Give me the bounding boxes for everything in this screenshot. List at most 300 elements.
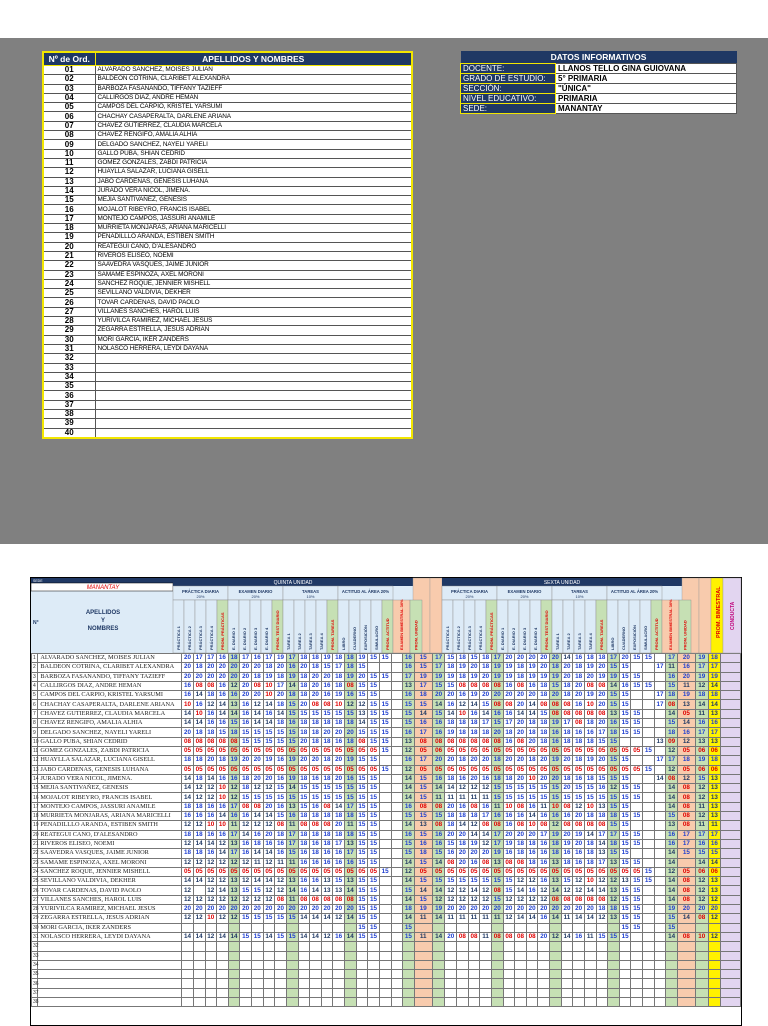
grade-cell: 12 <box>240 821 252 830</box>
grade-cell: 15 <box>695 849 708 858</box>
grade-cell: 12 <box>182 839 194 848</box>
grade-cell <box>345 979 357 988</box>
roster-row <box>43 84 412 93</box>
grade-cell: 14 <box>457 821 469 830</box>
grade-cell: 15 <box>631 905 643 914</box>
grade-cell: 20 <box>205 756 217 765</box>
grade-cell <box>503 923 515 932</box>
conduct-cell <box>721 700 741 709</box>
grade-cell <box>631 849 643 858</box>
grade-cell <box>491 988 503 997</box>
conduct-cell <box>721 793 741 802</box>
grade-cell: 11 <box>480 914 492 923</box>
grade-cell: 16 <box>263 709 275 718</box>
grade-cell: 08 <box>445 737 457 746</box>
roster-student-name <box>95 382 412 391</box>
grade-cell: 16 <box>503 849 515 858</box>
register-row-number: 28 <box>33 906 39 913</box>
grade-cell: 14 <box>345 914 357 923</box>
grade-cell: 15 <box>414 830 432 839</box>
grade-cell <box>445 942 457 951</box>
register-student-name <box>38 951 182 960</box>
roster-student-name: PENADILLLO ARANDA, ESTIBEN SMITH <box>95 233 412 242</box>
grade-cell <box>643 663 655 672</box>
grade-cell: 08 <box>310 821 322 830</box>
grade-cell: 20 <box>217 672 229 681</box>
grade-cell: 14 <box>666 886 678 895</box>
grade-cell: 14 <box>414 709 432 718</box>
grade-cell: 13 <box>550 877 562 886</box>
grade-cell: 19 <box>695 654 708 663</box>
grade-cell: 16 <box>228 691 240 700</box>
grade-cell: 08 <box>491 821 503 830</box>
register-row-number: 24 <box>33 868 39 875</box>
roster-number: 34 <box>43 372 95 381</box>
grade-cell <box>391 997 403 1006</box>
grade-cell: 05 <box>414 746 432 755</box>
grade-cell: 15 <box>573 784 585 793</box>
grade-cell: 15 <box>631 709 643 718</box>
grade-cell: 08 <box>677 802 695 811</box>
grade-cell: 14 <box>252 709 264 718</box>
grade-cell: 19 <box>695 756 708 765</box>
grade-cell: 20 <box>561 784 573 793</box>
grade-cell <box>596 997 608 1006</box>
grade-cell: 08 <box>345 895 357 904</box>
grade-cell: 08 <box>561 709 573 718</box>
grade-cell: 18 <box>468 719 480 728</box>
grade-cell: 15 <box>286 700 298 709</box>
grade-cell: 16 <box>205 830 217 839</box>
register-student-name: MOJALOT RIBEYRO, FRANCIS ISABEL <box>38 793 182 802</box>
col-header: TAREA 1 <box>555 633 561 650</box>
grade-cell: 18 <box>193 774 205 783</box>
grade-cell: 12 <box>503 895 515 904</box>
grade-cell: 15 <box>631 681 643 690</box>
conduct-cell <box>721 654 741 663</box>
grade-cell <box>379 877 391 886</box>
grade-cell: 05 <box>561 746 573 755</box>
grade-cell: 05 <box>596 867 608 876</box>
grade-cell: 14 <box>526 709 538 718</box>
grade-cell: 14 <box>263 700 275 709</box>
grade-cell <box>391 951 403 960</box>
grade-cell: 16 <box>573 774 585 783</box>
grade-cell: 15 <box>608 737 620 746</box>
grade-cell: 15 <box>666 914 678 923</box>
grade-cell <box>526 951 538 960</box>
grade-cell <box>286 960 298 969</box>
grade-cell: 20 <box>515 700 527 709</box>
grade-cell: 11 <box>584 932 596 941</box>
grade-cell: 16 <box>608 719 620 728</box>
grade-cell: 18 <box>445 719 457 728</box>
conduct-cell <box>721 914 741 923</box>
grade-cell <box>432 979 445 988</box>
grade-cell: 15 <box>414 784 432 793</box>
grade-cell <box>643 997 655 1006</box>
grade-cell <box>379 914 391 923</box>
info-value: MANANTAY <box>556 104 737 114</box>
grade-cell: 15 <box>298 793 310 802</box>
register-student-name: SEVILLANO VALDIVIA, DEKHER <box>38 877 182 886</box>
grade-cell: 08 <box>550 709 562 718</box>
grade-cell: 15 <box>368 905 380 914</box>
grade-cell <box>217 951 229 960</box>
grade-cell: 05 <box>468 746 480 755</box>
col-header: PRÁCTICA 1 <box>445 626 451 650</box>
grade-cell <box>457 970 469 979</box>
grade-cell <box>333 951 345 960</box>
register-row <box>32 849 741 858</box>
grade-cell: 17 <box>695 663 708 672</box>
grade-cell: 12 <box>275 877 287 886</box>
grade-cell: 16 <box>275 849 287 858</box>
grade-cell: 16 <box>526 802 538 811</box>
grade-cell: 05 <box>526 765 538 774</box>
grade-cell: 20 <box>677 905 695 914</box>
grade-cell <box>391 793 403 802</box>
grade-cell: 12 <box>480 886 492 895</box>
grade-cell: 18 <box>298 681 310 690</box>
grade-cell: 17 <box>193 654 205 663</box>
grade-cell: 19 <box>584 756 596 765</box>
grade-cell <box>240 988 252 997</box>
grade-cell <box>515 923 527 932</box>
roster-row <box>43 428 412 438</box>
grade-cell <box>379 979 391 988</box>
grade-cell: 20 <box>252 905 264 914</box>
roster-row <box>43 344 412 353</box>
grade-cell: 13 <box>596 849 608 858</box>
grade-cell: 05 <box>205 765 217 774</box>
grade-cell: 05 <box>491 867 503 876</box>
grade-cell: 16 <box>573 700 585 709</box>
grade-cell: 20 <box>526 691 538 700</box>
grade-cell: 08 <box>596 895 608 904</box>
grade-cell: 12 <box>480 784 492 793</box>
final-average-cell: 18 <box>708 756 721 765</box>
grade-cell: 15 <box>356 793 368 802</box>
grade-cell <box>321 979 333 988</box>
grade-cell: 08 <box>321 895 333 904</box>
grade-cell: 18 <box>526 719 538 728</box>
roster-row <box>43 75 412 84</box>
register-row-number: 30 <box>33 924 39 931</box>
grade-cell <box>654 960 666 969</box>
grade-cell: 05 <box>182 765 194 774</box>
conduct-cell <box>721 672 741 681</box>
grade-cell: 12 <box>263 784 275 793</box>
grade-cell: 20 <box>596 663 608 672</box>
grade-cell: 15 <box>368 839 380 848</box>
grade-cell <box>550 997 562 1006</box>
grade-cell: 16 <box>432 839 445 848</box>
grade-cell <box>345 960 357 969</box>
roster-student-name: DELGADO SANCHEZ, NAYELI YARELI <box>95 140 412 149</box>
grade-cell: 20 <box>619 654 631 663</box>
final-average-cell: 15 <box>708 849 721 858</box>
grade-cell <box>631 737 643 746</box>
grade-cell <box>573 988 585 997</box>
grade-cell: 14 <box>310 914 322 923</box>
grade-cell <box>561 951 573 960</box>
grade-cell: 20 <box>275 663 287 672</box>
grade-cell: 18 <box>608 728 620 737</box>
grade-cell <box>321 951 333 960</box>
grade-cell: 18 <box>310 849 322 858</box>
grade-cell <box>538 988 550 997</box>
grade-cell: 18 <box>596 654 608 663</box>
grade-cell: 14 <box>263 849 275 858</box>
grade-cell: 08 <box>480 681 492 690</box>
grade-cell: 05 <box>677 709 695 718</box>
grade-cell: 12 <box>550 932 562 941</box>
roster-student-name: CHAVEZ GUTIERREZ, CLAUDIA MARCELA <box>95 121 412 130</box>
grade-cell: 20 <box>252 691 264 700</box>
grade-cell: 20 <box>538 905 550 914</box>
grade-cell: 18 <box>240 774 252 783</box>
grade-cell: 18 <box>677 756 695 765</box>
grade-cell: 18 <box>333 830 345 839</box>
grade-cell <box>480 997 492 1006</box>
roster-row <box>43 214 412 223</box>
register-student-name: PENADILLLO ARANDA, ESTIBEN SMITH <box>38 821 182 830</box>
grade-cell: 18 <box>403 905 415 914</box>
grade-cell <box>643 839 655 848</box>
register-row <box>32 663 741 672</box>
grade-cell: 16 <box>310 858 322 867</box>
grade-cell: 15 <box>503 784 515 793</box>
grade-cell: 16 <box>432 719 445 728</box>
grade-cell: 18 <box>310 728 322 737</box>
grade-cell: 19 <box>228 756 240 765</box>
grade-cell: 15 <box>619 839 631 848</box>
grade-cell: 18 <box>286 691 298 700</box>
grade-cell: 14 <box>286 886 298 895</box>
grade-cell: 11 <box>414 932 432 941</box>
grade-cell: 14 <box>182 932 194 941</box>
grade-cell: 15 <box>608 821 620 830</box>
grade-cell: 08 <box>321 700 333 709</box>
grade-cell: 15 <box>608 793 620 802</box>
grade-cell: 15 <box>503 793 515 802</box>
grade-cell: 18 <box>468 812 480 821</box>
roster-student-name: REATEGUI CANO, D'ALESANDRO <box>95 242 412 251</box>
grade-cell <box>666 960 678 969</box>
roster-number: 02 <box>43 75 95 84</box>
grade-cell <box>391 830 403 839</box>
grade-cell <box>275 997 287 1006</box>
roster-number: 38 <box>43 409 95 418</box>
grade-cell <box>391 960 403 969</box>
grade-cell <box>298 942 310 951</box>
grade-cell: 05 <box>310 867 322 876</box>
grade-cell <box>677 979 695 988</box>
grade-cell: 12 <box>217 858 229 867</box>
grade-cell: 12 <box>240 877 252 886</box>
grade-cell <box>391 700 403 709</box>
register-row <box>32 756 741 765</box>
grade-cell: 16 <box>550 728 562 737</box>
grade-cell: 13 <box>403 681 415 690</box>
grade-cell: 18 <box>414 849 432 858</box>
grade-cell: 08 <box>677 793 695 802</box>
grade-cell: 05 <box>298 746 310 755</box>
grade-cell <box>432 951 445 960</box>
grade-cell <box>379 849 391 858</box>
grade-cell <box>356 997 368 1006</box>
final-average-cell <box>708 997 721 1006</box>
roster-number: 16 <box>43 205 95 214</box>
grade-cell: 18 <box>345 812 357 821</box>
grade-cell: 20 <box>275 691 287 700</box>
grade-cell <box>538 979 550 988</box>
grade-cell: 16 <box>228 812 240 821</box>
grade-cell: 17 <box>333 839 345 848</box>
grade-cell: 16 <box>695 839 708 848</box>
grade-cell: 11 <box>445 793 457 802</box>
grade-cell <box>240 960 252 969</box>
register-row-number: 22 <box>33 850 39 857</box>
grade-cell: 11 <box>480 932 492 941</box>
roster-number: 23 <box>43 270 95 279</box>
grade-cell <box>654 821 666 830</box>
roster-number: 18 <box>43 224 95 233</box>
grade-cell: 16 <box>677 728 695 737</box>
grade-cell <box>263 923 275 932</box>
grade-cell: 14 <box>515 914 527 923</box>
grade-cell: 18 <box>193 849 205 858</box>
grade-cell <box>457 960 469 969</box>
grade-cell <box>414 923 432 932</box>
register-row <box>32 700 741 709</box>
grade-cell: 16 <box>310 802 322 811</box>
grade-cell: 20 <box>432 691 445 700</box>
grade-cell: 20 <box>468 756 480 765</box>
grade-cell: 05 <box>584 765 596 774</box>
grade-cell: 15 <box>666 812 678 821</box>
register-row-number: 20 <box>33 831 39 838</box>
grade-cell: 12 <box>182 821 194 830</box>
grade-cell: 05 <box>538 867 550 876</box>
grade-cell: 16 <box>217 681 229 690</box>
grade-cell <box>631 960 643 969</box>
grade-cell: 18 <box>491 756 503 765</box>
grade-cell: 12 <box>240 858 252 867</box>
grade-cell: 11 <box>286 821 298 830</box>
grade-cell: 15 <box>333 793 345 802</box>
grade-cell: 12 <box>468 895 480 904</box>
grade-cell: 16 <box>217 774 229 783</box>
grade-cell: 08 <box>491 737 503 746</box>
final-average-cell: 17 <box>708 830 721 839</box>
grade-cell <box>526 923 538 932</box>
grade-cell: 20 <box>561 663 573 672</box>
roster-row <box>43 131 412 140</box>
grade-cell: 15 <box>368 756 380 765</box>
sede-label: SEDE <box>33 579 43 583</box>
grade-cell: 17 <box>275 681 287 690</box>
grade-cell: 16 <box>573 728 585 737</box>
grade-cell <box>275 988 287 997</box>
grade-cell: 15 <box>310 793 322 802</box>
register-row-number: 18 <box>33 813 39 820</box>
grade-cell: 12 <box>228 858 240 867</box>
grade-cell: 08 <box>695 914 708 923</box>
grade-cell <box>596 942 608 951</box>
grade-cell <box>515 970 527 979</box>
final-average-cell: 16 <box>708 839 721 848</box>
register-student-name: SANCHEZ ROQUE, JENNIER MISHELL <box>38 867 182 876</box>
final-average-cell: 13 <box>708 737 721 746</box>
grade-cell <box>391 681 403 690</box>
register-student-name: DELGADO SANCHEZ, NAYELI YARELI <box>38 728 182 737</box>
grade-cell: 15 <box>379 654 391 663</box>
grade-cell: 16 <box>538 914 550 923</box>
grade-cell: 08 <box>414 737 432 746</box>
grade-cell: 14 <box>182 793 194 802</box>
final-average-cell: 13 <box>708 793 721 802</box>
register-row <box>32 886 741 895</box>
grade-cell <box>298 979 310 988</box>
grade-cell: 15 <box>457 877 469 886</box>
grade-cell <box>286 942 298 951</box>
grade-cell <box>584 960 596 969</box>
register-row-number: 36 <box>33 980 39 987</box>
register-row <box>32 988 741 997</box>
grade-cell <box>596 988 608 997</box>
grade-cell: 12 <box>205 700 217 709</box>
grade-cell: 13 <box>356 709 368 718</box>
grade-cell: 08 <box>584 895 596 904</box>
grade-cell: 15 <box>468 877 480 886</box>
grade-cell: 19 <box>526 672 538 681</box>
grade-cell <box>391 849 403 858</box>
grade-cell: 11 <box>677 681 695 690</box>
grade-cell <box>414 942 432 951</box>
grade-cell: 20 <box>596 700 608 709</box>
grade-cell: 20 <box>298 905 310 914</box>
grade-cell: 15 <box>631 672 643 681</box>
grade-cell: 15 <box>286 914 298 923</box>
grade-cell: 15 <box>286 932 298 941</box>
grade-cell: 08 <box>468 932 480 941</box>
grade-cell: 15 <box>643 867 655 876</box>
grade-cell: 12 <box>263 821 275 830</box>
grade-cell: 17 <box>695 728 708 737</box>
grade-cell: 08 <box>666 774 678 783</box>
grade-cell <box>414 970 432 979</box>
grade-cell: 18 <box>310 654 322 663</box>
grade-cell: 20 <box>193 905 205 914</box>
grade-cell: 19 <box>321 654 333 663</box>
grade-cell <box>182 979 194 988</box>
grade-cell <box>217 942 229 951</box>
grade-cell <box>356 970 368 979</box>
grade-cell <box>252 960 264 969</box>
grade-cell: 20 <box>695 905 708 914</box>
grade-cell: 08 <box>596 681 608 690</box>
grade-cell: 12 <box>666 867 678 876</box>
roster-row <box>43 149 412 158</box>
grade-cell: 16 <box>240 812 252 821</box>
grade-cell: 08 <box>432 737 445 746</box>
grade-cell <box>228 979 240 988</box>
grade-cell: 20 <box>240 905 252 914</box>
grade-cell: 15 <box>298 784 310 793</box>
grade-cell: 08 <box>193 737 205 746</box>
